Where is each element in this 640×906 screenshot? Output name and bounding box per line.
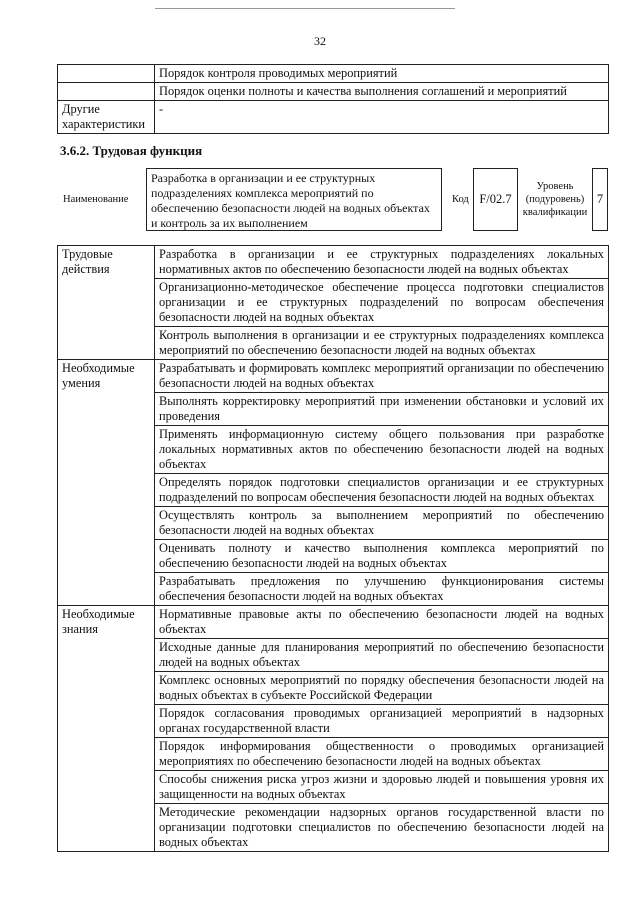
list-item: Комплекс основных мероприятий по порядку обеспечения безопасности людей на водных объектах в субъекте Российской Федерации	[155, 672, 609, 705]
function-header	[0, 168, 640, 232]
level-label: Уровень (подуровень) квалификации	[522, 181, 588, 218]
list-item: Осуществлять контроль за выполнением мероприятий по обеспечению безопасности людей на водных объектах	[155, 507, 609, 540]
table-row	[58, 360, 609, 393]
list-item: Разрабатывать предложения по улучшению функционирования системы обеспечения безопасности людей на водных объектах	[155, 573, 609, 606]
page-number: 32	[314, 34, 326, 48]
function-details-table	[57, 245, 609, 852]
function-code: F/02.7	[473, 168, 518, 231]
section-heading: 3.6.2. Трудовая функция	[60, 143, 203, 158]
list-item: Разрабатывать и формировать комплекс мероприятий организации по обеспечению безопасности людей на водных объектах	[155, 360, 609, 393]
row-label: Другие характеристики	[58, 101, 155, 134]
function-name: Разработка в организации и ее структурных подразделениях комплекса мероприятий по обеспечению безопасности людей на водных объектах и контроль за их выполнением	[146, 168, 442, 231]
row-text: -	[155, 101, 609, 134]
list-item: Разработка в организации и ее структурных подразделениях локальных нормативных актов по обеспечению безопасности людей на водных объектах	[155, 246, 609, 279]
qualification-level: 7	[592, 168, 608, 231]
list-item: Исходные данные для планирования мероприятий по обеспечению безопасности людей на водных объектах	[155, 639, 609, 672]
row-label	[58, 65, 155, 83]
group-label-knowledge: Необходимые знания	[58, 606, 155, 852]
row-text: Порядок контроля проводимых мероприятий	[155, 65, 609, 83]
table-row	[58, 246, 609, 279]
list-item: Применять информационную систему общего пользования при разработке локальных нормативных актов по обеспечению безопасности людей на водных объектах	[155, 426, 609, 474]
code-label: Код	[452, 194, 469, 205]
row-label	[58, 83, 155, 101]
table-row	[58, 65, 609, 83]
list-item: Определять порядок подготовки специалистов организации и ее структурных подразделений по вопросам обеспечения безопасности людей на водных объектах	[155, 474, 609, 507]
list-item: Контроль выполнения в организации и ее структурных подразделениях комплекса мероприятий по обеспечению безопасности людей на водных объектах	[155, 327, 609, 360]
previous-function-table	[57, 64, 609, 134]
list-item: Порядок согласования проводимых организацией мероприятий в надзорных органах государственной власти	[155, 705, 609, 738]
group-label-skills: Необходимые умения	[58, 360, 155, 606]
list-item: Выполнять корректировку мероприятий при изменении обстановки и условий их проведения	[155, 393, 609, 426]
list-item: Способы снижения риска угроз жизни и здоровью людей и повышения уровня их защищенности на водных объектах	[155, 771, 609, 804]
table-row	[58, 83, 609, 101]
list-item: Оценивать полноту и качество выполнения комплекса мероприятий по обеспечению безопасности людей на водных объектах	[155, 540, 609, 573]
list-item: Организационно-методическое обеспечение процесса подготовки специалистов организации и ее структурных подразделений по вопросам обеспечения безопасности людей на водных объектах	[155, 279, 609, 327]
list-item: Порядок информирования общественности о проводимых организацией мероприятиях по обеспечению безопасности людей на водных объектах	[155, 738, 609, 771]
name-label: Наименование	[63, 194, 129, 205]
table-row	[58, 606, 609, 639]
top-rule	[155, 8, 455, 9]
list-item: Нормативные правовые акты по обеспечению безопасности людей на водных объектах	[155, 606, 609, 639]
group-label-actions: Трудовые действия	[58, 246, 155, 360]
list-item: Методические рекомендации надзорных органов государственной власти по организации подготовки специалистов по обеспечению безопасности людей на водных объектах	[155, 804, 609, 852]
row-text: Порядок оценки полноты и качества выполнения соглашений и мероприятий	[155, 83, 609, 101]
table-row	[58, 101, 609, 134]
